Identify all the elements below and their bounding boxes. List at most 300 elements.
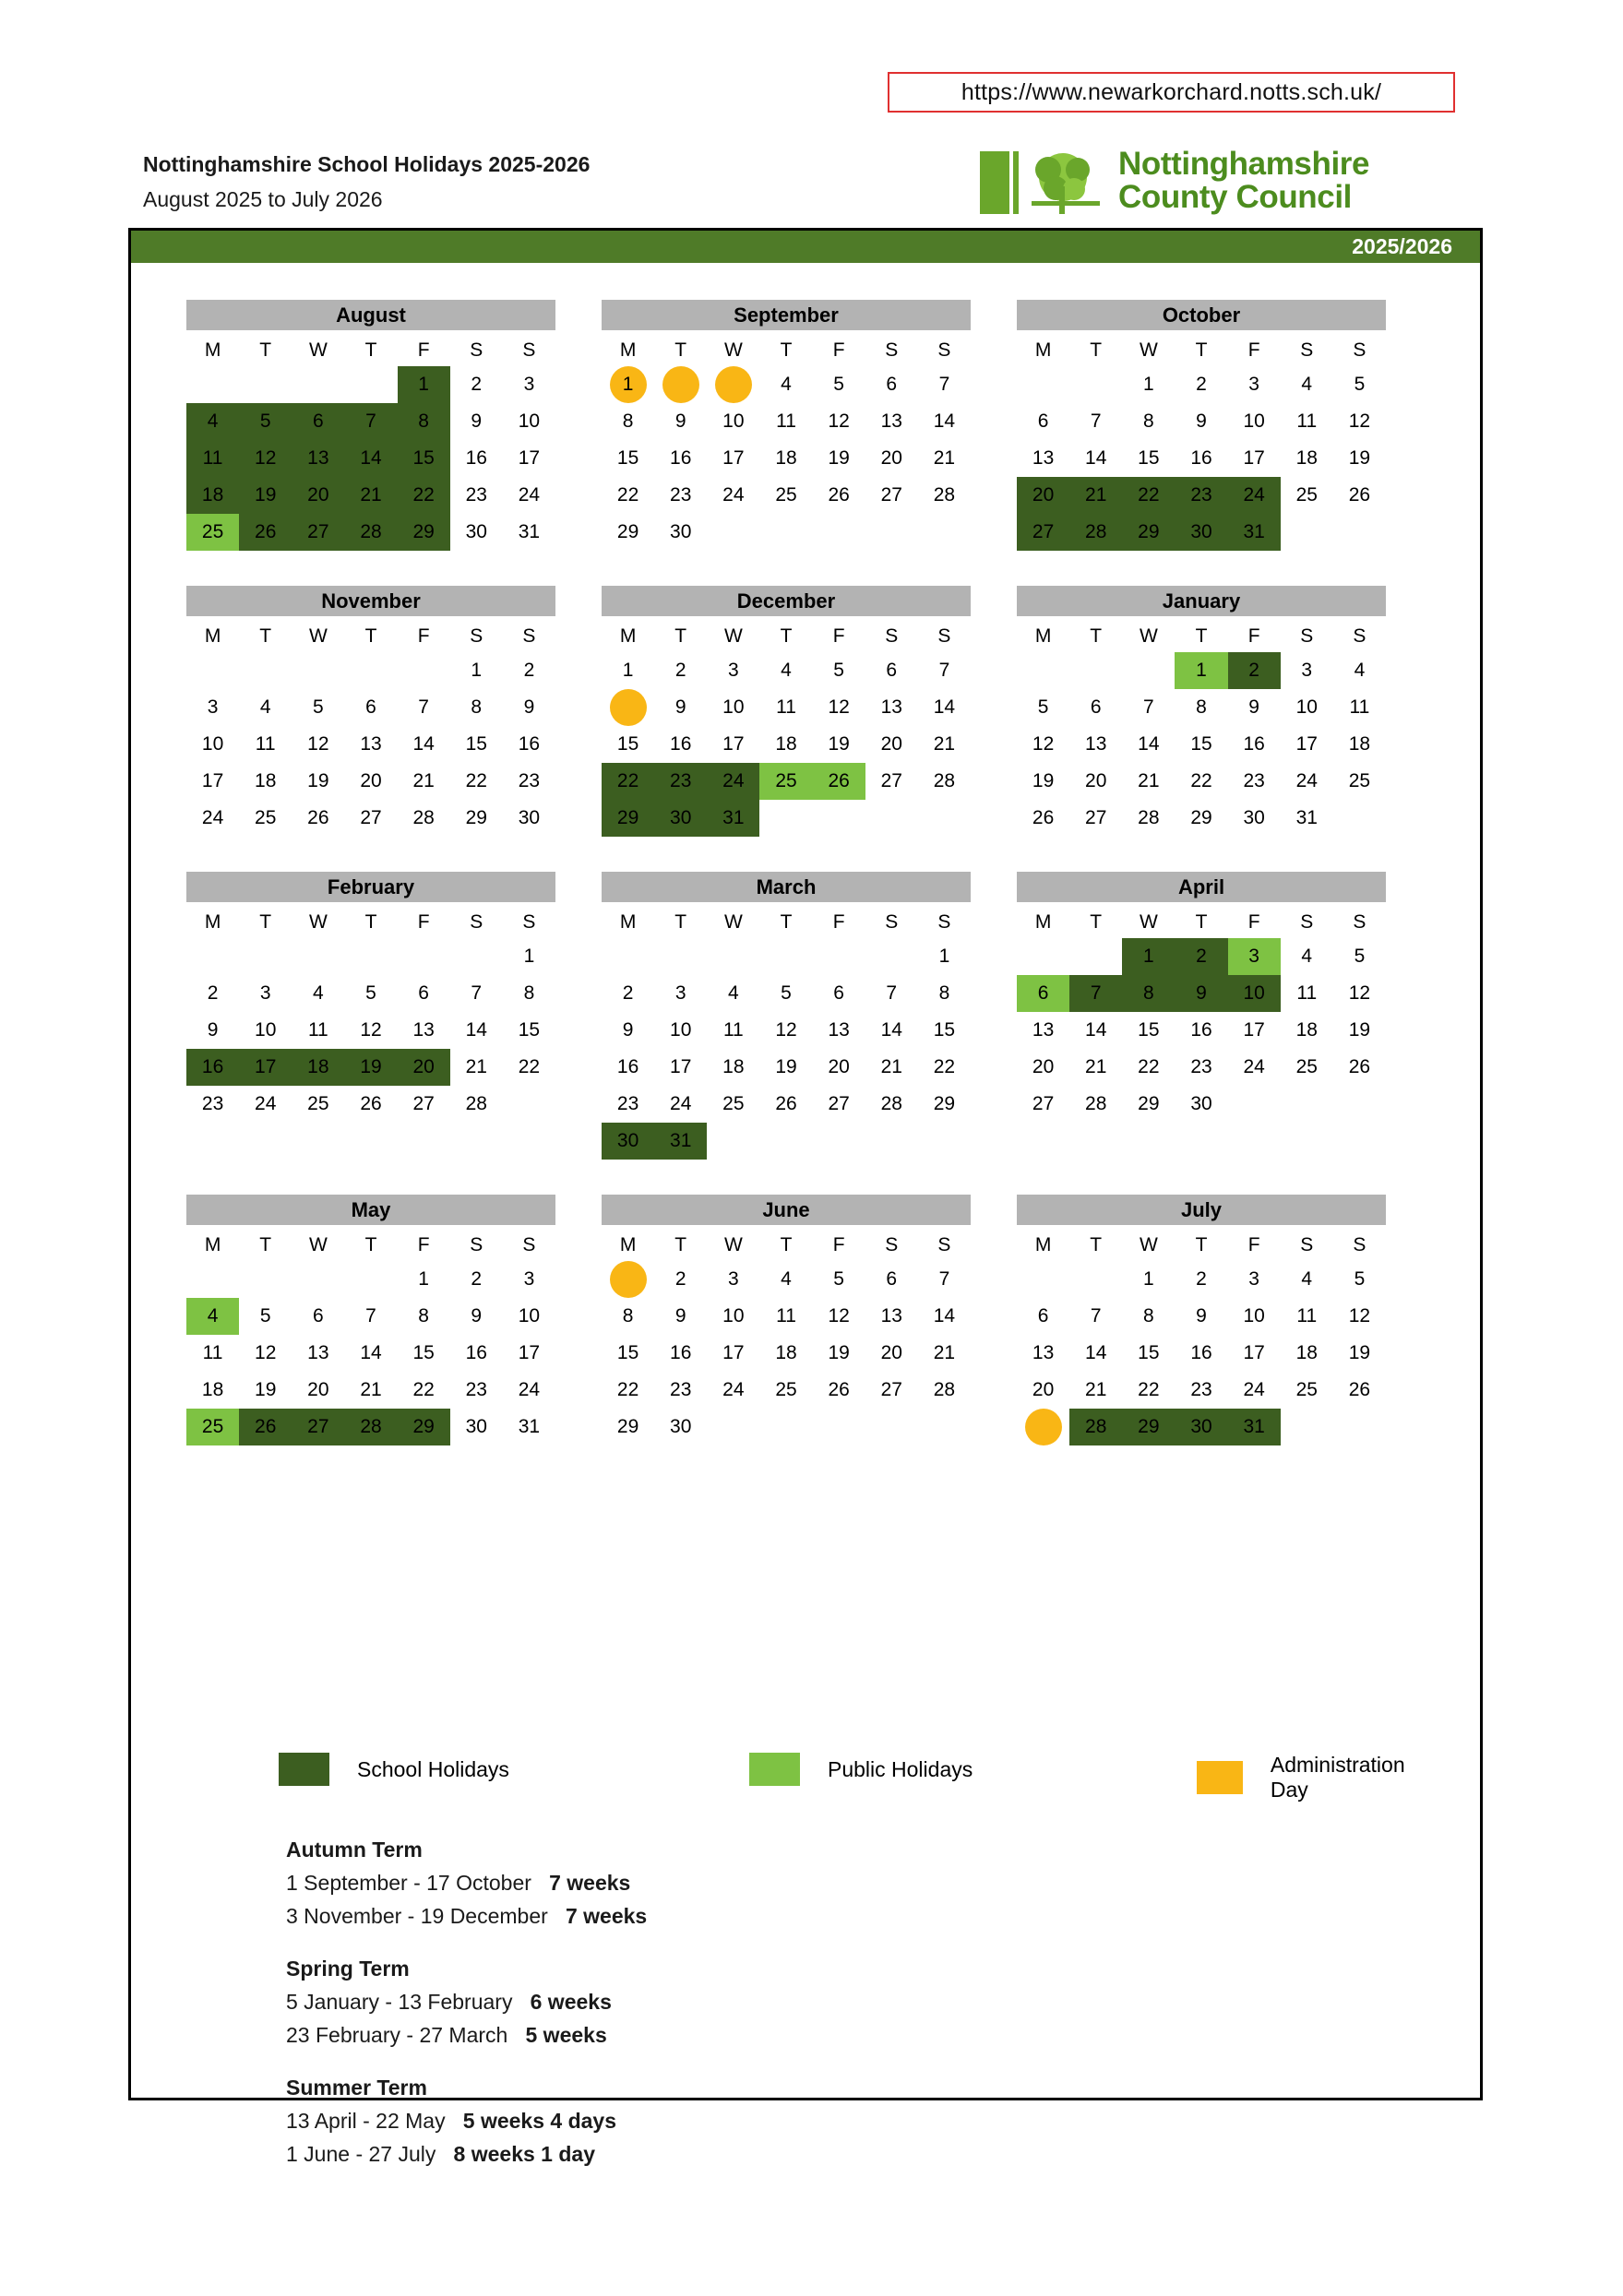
day-number: 20 bbox=[307, 484, 329, 506]
empty-day-cell bbox=[865, 1409, 918, 1445]
week-row bbox=[1017, 1261, 1386, 1298]
day-cell bbox=[398, 726, 450, 763]
month-january bbox=[1017, 586, 1386, 837]
day-cell bbox=[918, 403, 971, 440]
day-cell bbox=[1175, 403, 1227, 440]
day-number: 4 bbox=[781, 374, 792, 395]
day-number: 3 bbox=[1248, 1268, 1259, 1290]
day-cell-public-holiday bbox=[186, 1409, 239, 1445]
month-title: January bbox=[1017, 586, 1386, 616]
day-cell bbox=[1122, 1298, 1175, 1335]
weekday-header: S bbox=[470, 625, 483, 647]
day-cell bbox=[398, 800, 450, 837]
day-number: 8 bbox=[622, 1305, 634, 1326]
day-number: 23 bbox=[1243, 770, 1265, 791]
day-number: 26 bbox=[1348, 484, 1371, 506]
day-cell bbox=[292, 975, 344, 1012]
day-cell bbox=[759, 726, 812, 763]
month-title: September bbox=[602, 300, 971, 330]
day-cell bbox=[654, 1086, 707, 1123]
week-row bbox=[186, 763, 555, 800]
day-cell bbox=[865, 440, 918, 477]
month-table bbox=[1017, 621, 1386, 837]
empty-day-cell bbox=[759, 938, 812, 975]
day-cell bbox=[1228, 1049, 1281, 1086]
empty-day-cell bbox=[344, 652, 397, 689]
day-number: 2 bbox=[471, 374, 483, 395]
day-number: 21 bbox=[1085, 1056, 1107, 1077]
week-row bbox=[1017, 938, 1386, 975]
day-cell bbox=[239, 726, 292, 763]
day-number: 16 bbox=[1190, 1019, 1212, 1041]
day-number: 22 bbox=[616, 484, 639, 506]
day-cell bbox=[1228, 800, 1281, 837]
empty-day-cell bbox=[1069, 652, 1122, 689]
day-number: 2 bbox=[1196, 946, 1207, 967]
day-number: 29 bbox=[616, 521, 639, 542]
day-cell bbox=[707, 975, 759, 1012]
day-number: 5 bbox=[1354, 946, 1366, 967]
day-number: 7 bbox=[365, 1305, 376, 1326]
day-number: 13 bbox=[1032, 1342, 1055, 1363]
day-cell bbox=[398, 1086, 450, 1123]
week-row bbox=[186, 938, 555, 975]
day-cell-school-holiday bbox=[1122, 975, 1175, 1012]
day-cell bbox=[759, 440, 812, 477]
day-number: 26 bbox=[360, 1093, 382, 1114]
day-cell bbox=[186, 1086, 239, 1123]
day-cell bbox=[654, 652, 707, 689]
empty-day-cell bbox=[1333, 1086, 1386, 1123]
day-cell bbox=[1017, 1086, 1069, 1123]
day-cell bbox=[1333, 440, 1386, 477]
day-number: 8 bbox=[1143, 982, 1154, 1004]
day-number: 23 bbox=[465, 484, 487, 506]
day-number: 12 bbox=[360, 1019, 382, 1041]
day-cell bbox=[1281, 477, 1333, 514]
empty-day-cell bbox=[292, 366, 344, 403]
day-cell bbox=[450, 800, 503, 837]
day-number: 13 bbox=[412, 1019, 435, 1041]
empty-day-cell bbox=[759, 1123, 812, 1160]
day-cell-administration-day bbox=[1017, 1409, 1069, 1445]
day-number: 18 bbox=[775, 733, 797, 755]
day-number: 5 bbox=[833, 1268, 844, 1290]
day-number: 13 bbox=[307, 447, 329, 469]
day-cell bbox=[1122, 800, 1175, 837]
day-number: 6 bbox=[886, 374, 898, 395]
day-number: 19 bbox=[828, 1342, 850, 1363]
month-table bbox=[186, 1230, 555, 1445]
calendar-row bbox=[186, 1195, 1432, 1481]
day-number: 3 bbox=[728, 1268, 739, 1290]
day-number: 13 bbox=[880, 1305, 902, 1326]
day-cell bbox=[865, 477, 918, 514]
week-row bbox=[186, 440, 555, 477]
week-row bbox=[186, 1012, 555, 1049]
day-number: 7 bbox=[471, 982, 483, 1004]
day-number: 29 bbox=[465, 807, 487, 828]
day-number: 12 bbox=[1348, 1305, 1371, 1326]
week-row bbox=[1017, 403, 1386, 440]
day-cell bbox=[503, 366, 555, 403]
week-row bbox=[602, 975, 971, 1012]
weekday-header: S bbox=[885, 911, 899, 933]
week-row bbox=[602, 366, 971, 403]
day-number: 14 bbox=[360, 1342, 382, 1363]
day-cell bbox=[1281, 1049, 1333, 1086]
day-number: 1 bbox=[418, 374, 429, 395]
day-cell-school-holiday bbox=[344, 514, 397, 551]
day-number: 28 bbox=[880, 1093, 902, 1114]
day-number: 13 bbox=[360, 733, 382, 755]
day-cell bbox=[865, 763, 918, 800]
weekday-header: W bbox=[723, 339, 743, 361]
day-number: 8 bbox=[622, 410, 634, 432]
day-number: 9 bbox=[471, 1305, 483, 1326]
day-cell bbox=[1017, 763, 1069, 800]
day-number: 21 bbox=[360, 1379, 382, 1400]
week-row bbox=[602, 403, 971, 440]
day-cell bbox=[602, 1012, 654, 1049]
day-cell bbox=[1017, 1372, 1069, 1409]
day-number: 15 bbox=[412, 447, 435, 469]
day-number: 23 bbox=[1190, 484, 1212, 506]
weekday-header: M bbox=[619, 1234, 637, 1255]
day-cell bbox=[759, 1086, 812, 1123]
empty-day-cell bbox=[1228, 1086, 1281, 1123]
day-number: 8 bbox=[418, 410, 429, 432]
day-cell bbox=[813, 1372, 865, 1409]
day-number: 5 bbox=[259, 1305, 271, 1326]
empty-day-cell bbox=[398, 938, 450, 975]
day-number: 17 bbox=[1243, 1019, 1265, 1041]
month-september bbox=[602, 300, 971, 551]
day-number: 8 bbox=[1143, 410, 1154, 432]
weekday-header: T bbox=[259, 625, 272, 647]
day-number: 10 bbox=[201, 733, 224, 755]
empty-day-cell bbox=[865, 938, 918, 975]
term-length-text: 6 weeks bbox=[530, 1990, 612, 2014]
url-bar[interactable] bbox=[888, 72, 1455, 113]
empty-day-cell bbox=[918, 800, 971, 837]
day-cell bbox=[344, 800, 397, 837]
month-december bbox=[602, 586, 971, 837]
day-number: 2 bbox=[1196, 1268, 1207, 1290]
weekday-header: T bbox=[674, 625, 687, 647]
day-number: 23 bbox=[616, 1093, 639, 1114]
weekday-header: S bbox=[1300, 911, 1314, 933]
day-number: 24 bbox=[722, 484, 745, 506]
day-number: 14 bbox=[880, 1019, 902, 1041]
day-cell-school-holiday bbox=[1175, 514, 1227, 551]
week-row bbox=[602, 1298, 971, 1335]
day-number: 1 bbox=[418, 1268, 429, 1290]
week-row bbox=[602, 1409, 971, 1445]
day-number: 7 bbox=[938, 1268, 950, 1290]
day-cell bbox=[450, 514, 503, 551]
day-number: 20 bbox=[1085, 770, 1107, 791]
day-cell-school-holiday bbox=[239, 1409, 292, 1445]
weekday-header: M bbox=[619, 625, 637, 647]
day-number: 26 bbox=[255, 521, 277, 542]
empty-day-cell bbox=[918, 514, 971, 551]
week-row bbox=[186, 477, 555, 514]
day-cell bbox=[1175, 1372, 1227, 1409]
day-cell bbox=[1017, 800, 1069, 837]
day-cell bbox=[865, 366, 918, 403]
day-cell bbox=[918, 975, 971, 1012]
day-number: 3 bbox=[674, 982, 686, 1004]
day-cell bbox=[503, 1335, 555, 1372]
day-number: 12 bbox=[775, 1019, 797, 1041]
empty-day-cell bbox=[707, 1409, 759, 1445]
day-number: 6 bbox=[313, 410, 324, 432]
day-number: 30 bbox=[670, 1416, 692, 1437]
day-cell bbox=[1175, 726, 1227, 763]
day-cell-school-holiday bbox=[1069, 477, 1122, 514]
day-cell bbox=[1069, 1049, 1122, 1086]
day-number: 27 bbox=[1085, 807, 1107, 828]
day-number: 21 bbox=[933, 733, 956, 755]
day-number: 18 bbox=[722, 1056, 745, 1077]
day-cell-school-holiday bbox=[654, 763, 707, 800]
legend-label: School Holidays bbox=[357, 1756, 509, 1781]
day-number: 17 bbox=[518, 447, 541, 469]
day-cell bbox=[1281, 1372, 1333, 1409]
day-number: 9 bbox=[1248, 696, 1259, 718]
weekday-header: M bbox=[204, 339, 221, 361]
day-number: 9 bbox=[207, 1019, 219, 1041]
day-cell bbox=[344, 726, 397, 763]
day-number: 6 bbox=[365, 696, 376, 718]
day-number: 30 bbox=[670, 521, 692, 542]
month-table bbox=[1017, 335, 1386, 551]
day-number: 12 bbox=[307, 733, 329, 755]
public-holidays-swatch-icon bbox=[749, 1753, 800, 1786]
day-number: 19 bbox=[775, 1056, 797, 1077]
day-cell bbox=[602, 1049, 654, 1086]
day-cell-school-holiday bbox=[186, 1049, 239, 1086]
week-row bbox=[1017, 726, 1386, 763]
day-number: 9 bbox=[1196, 410, 1207, 432]
day-number: 11 bbox=[255, 733, 276, 755]
day-cell-school-holiday bbox=[398, 403, 450, 440]
empty-day-cell bbox=[239, 938, 292, 975]
week-row bbox=[602, 1123, 971, 1160]
day-cell bbox=[1281, 1261, 1333, 1298]
month-table bbox=[186, 621, 555, 837]
day-number: 5 bbox=[365, 982, 376, 1004]
day-number: 25 bbox=[1295, 484, 1318, 506]
day-cell bbox=[1333, 1261, 1386, 1298]
day-cell bbox=[918, 1049, 971, 1086]
week-row bbox=[1017, 652, 1386, 689]
empty-day-cell bbox=[1122, 652, 1175, 689]
month-title: March bbox=[602, 872, 971, 902]
day-number: 5 bbox=[1354, 1268, 1366, 1290]
weekday-header: F bbox=[832, 1234, 845, 1255]
empty-day-cell bbox=[292, 652, 344, 689]
day-cell bbox=[918, 440, 971, 477]
day-cell bbox=[1281, 726, 1333, 763]
day-number: 31 bbox=[518, 1416, 541, 1437]
day-number: 12 bbox=[828, 696, 850, 718]
day-number: 31 bbox=[670, 1130, 692, 1151]
day-cell bbox=[759, 366, 812, 403]
day-number: 24 bbox=[1243, 484, 1265, 506]
term-line bbox=[286, 1871, 1301, 1896]
day-number: 10 bbox=[670, 1019, 692, 1041]
day-number: 31 bbox=[1243, 1416, 1265, 1437]
day-number: 16 bbox=[1243, 733, 1265, 755]
day-cell bbox=[602, 403, 654, 440]
week-row bbox=[602, 726, 971, 763]
weekday-header: T bbox=[1195, 911, 1208, 933]
weekday-header: T bbox=[259, 911, 272, 933]
week-row bbox=[186, 1298, 555, 1335]
administration-day-dot-icon bbox=[610, 689, 647, 726]
term-block bbox=[286, 2076, 1301, 2167]
day-number: 26 bbox=[1348, 1379, 1371, 1400]
weekday-header: W bbox=[1139, 1234, 1158, 1255]
day-cell-school-holiday bbox=[292, 477, 344, 514]
day-cell bbox=[450, 1086, 503, 1123]
month-table bbox=[602, 621, 971, 837]
day-number: 24 bbox=[1295, 770, 1318, 791]
day-number: 22 bbox=[1138, 1379, 1160, 1400]
day-cell bbox=[865, 1049, 918, 1086]
day-number: 2 bbox=[1196, 374, 1207, 395]
day-number: 11 bbox=[1349, 696, 1370, 718]
day-number: 14 bbox=[360, 447, 382, 469]
day-cell bbox=[1122, 726, 1175, 763]
day-cell bbox=[186, 689, 239, 726]
week-row bbox=[602, 1372, 971, 1409]
term-dates-text: 1 September - 17 October bbox=[286, 1871, 531, 1895]
day-number: 25 bbox=[722, 1093, 745, 1114]
weekday-header: W bbox=[308, 1234, 328, 1255]
day-number: 8 bbox=[471, 696, 483, 718]
day-cell bbox=[707, 1261, 759, 1298]
day-cell bbox=[1281, 938, 1333, 975]
day-number: 1 bbox=[622, 374, 634, 395]
weekday-header: M bbox=[619, 911, 637, 933]
weekday-header: S bbox=[1353, 911, 1366, 933]
day-number: 13 bbox=[880, 410, 902, 432]
day-cell bbox=[602, 514, 654, 551]
month-title: April bbox=[1017, 872, 1386, 902]
day-cell bbox=[813, 689, 865, 726]
weekday-header: S bbox=[1300, 339, 1314, 361]
weekday-header: T bbox=[674, 911, 687, 933]
day-cell bbox=[292, 800, 344, 837]
week-row bbox=[1017, 477, 1386, 514]
day-cell bbox=[1228, 763, 1281, 800]
administration-day-dot-icon bbox=[715, 366, 752, 403]
day-cell bbox=[503, 800, 555, 837]
day-number: 17 bbox=[201, 770, 224, 791]
term-heading: Spring Term bbox=[286, 1957, 410, 1981]
weekday-header: S bbox=[1353, 339, 1366, 361]
day-number: 7 bbox=[938, 374, 950, 395]
day-cell-public-holiday bbox=[186, 1298, 239, 1335]
day-number: 19 bbox=[360, 1056, 382, 1077]
day-cell bbox=[1122, 403, 1175, 440]
day-cell bbox=[1333, 689, 1386, 726]
weekday-header: T bbox=[364, 339, 377, 361]
day-number: 11 bbox=[202, 447, 223, 469]
weekday-header: S bbox=[470, 911, 483, 933]
empty-day-cell bbox=[186, 366, 239, 403]
day-cell bbox=[654, 440, 707, 477]
day-number: 25 bbox=[255, 807, 277, 828]
day-number: 6 bbox=[1037, 410, 1049, 432]
day-number: 18 bbox=[201, 1379, 224, 1400]
day-number: 24 bbox=[518, 1379, 541, 1400]
day-cell bbox=[398, 1335, 450, 1372]
empty-day-cell bbox=[1281, 1409, 1333, 1445]
day-cell bbox=[865, 1012, 918, 1049]
day-cell bbox=[654, 1372, 707, 1409]
day-cell-administration-day bbox=[707, 366, 759, 403]
day-number: 27 bbox=[880, 1379, 902, 1400]
month-title: February bbox=[186, 872, 555, 902]
day-cell bbox=[503, 726, 555, 763]
term-line bbox=[286, 1904, 1301, 1929]
day-number: 25 bbox=[201, 521, 224, 542]
day-cell bbox=[1281, 1012, 1333, 1049]
day-cell bbox=[813, 403, 865, 440]
school-holidays-swatch-icon bbox=[279, 1753, 329, 1786]
weekday-header: S bbox=[937, 339, 951, 361]
day-number: 22 bbox=[412, 484, 435, 506]
day-cell bbox=[450, 1012, 503, 1049]
weekday-header: M bbox=[1034, 339, 1052, 361]
day-number: 17 bbox=[722, 447, 745, 469]
day-cell bbox=[918, 763, 971, 800]
day-cell bbox=[1175, 1298, 1227, 1335]
empty-day-cell bbox=[1069, 1261, 1122, 1298]
day-number: 31 bbox=[518, 521, 541, 542]
day-cell-school-holiday bbox=[344, 1049, 397, 1086]
month-table bbox=[602, 335, 971, 551]
day-cell bbox=[918, 1261, 971, 1298]
day-cell bbox=[186, 1372, 239, 1409]
day-cell bbox=[1333, 366, 1386, 403]
day-number: 3 bbox=[207, 696, 219, 718]
week-row bbox=[602, 477, 971, 514]
empty-day-cell bbox=[865, 800, 918, 837]
day-cell bbox=[759, 1049, 812, 1086]
day-number: 10 bbox=[255, 1019, 277, 1041]
day-cell bbox=[813, 1298, 865, 1335]
day-number: 25 bbox=[775, 770, 797, 791]
weekday-header: T bbox=[1195, 339, 1208, 361]
day-cell bbox=[654, 1298, 707, 1335]
day-cell bbox=[503, 403, 555, 440]
week-row bbox=[602, 938, 971, 975]
day-number: 14 bbox=[412, 733, 435, 755]
empty-day-cell bbox=[918, 1409, 971, 1445]
day-number: 27 bbox=[360, 807, 382, 828]
weekday-header: T bbox=[780, 625, 793, 647]
day-number: 21 bbox=[1085, 484, 1107, 506]
day-number: 19 bbox=[828, 447, 850, 469]
day-cell bbox=[450, 477, 503, 514]
week-row bbox=[186, 1049, 555, 1086]
day-number: 27 bbox=[880, 770, 902, 791]
